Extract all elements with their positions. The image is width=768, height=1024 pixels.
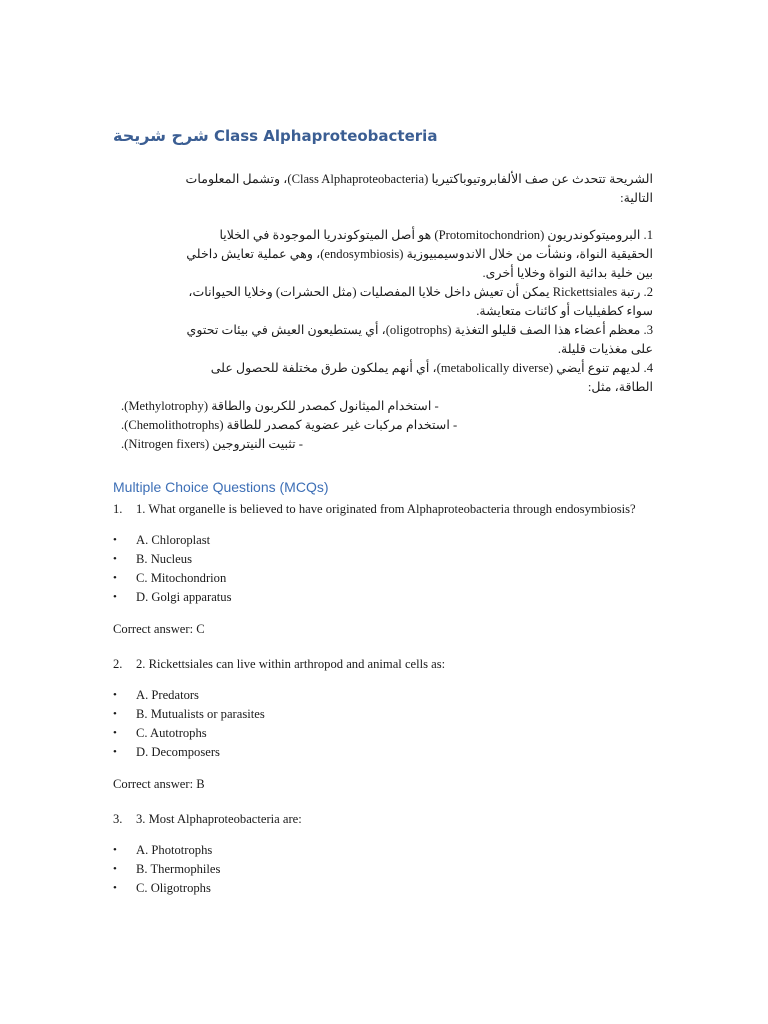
bullet-icon: •	[113, 689, 117, 701]
option-text: B. Nucleus	[136, 552, 192, 566]
bullet-icon: •	[113, 534, 117, 546]
question	[113, 810, 653, 829]
question-text: 2. Rickettsiales can live within arthropod and animal cells as:	[136, 657, 446, 671]
option-text: B. Thermophiles	[136, 862, 221, 876]
option-list	[113, 531, 653, 607]
option-item	[113, 588, 653, 607]
option-text: B. Mutualists or parasites	[136, 707, 265, 721]
option-item	[113, 531, 653, 550]
option-text: D. Golgi apparatus	[136, 590, 232, 604]
title-english: Class Alphaproteobacteria	[213, 127, 438, 145]
document-page	[113, 124, 653, 898]
option-item	[113, 743, 653, 762]
intro-paragraph	[113, 170, 653, 208]
title-arabic: شرح شريحة	[113, 126, 209, 145]
option-item	[113, 686, 653, 705]
option-list	[113, 686, 653, 762]
bullet-icon: •	[113, 863, 117, 875]
correct-answer: Correct answer: C	[113, 622, 205, 636]
summary-line: سواء كطفيليات أو كائنات متعايشة.	[476, 304, 653, 318]
option-text: A. Predators	[136, 688, 199, 702]
summary-line: 1. البروميتوكوندريون (Protomitochondrion) هو أصل الميتوكوندريا الموجودة في الخلايا	[219, 228, 653, 242]
option-item	[113, 879, 653, 898]
option-text: A. Phototrophs	[136, 843, 213, 857]
question-text: 3. Most Alphaproteobacteria are:	[136, 812, 302, 826]
option-item	[113, 860, 653, 879]
option-text: D. Decomposers	[136, 745, 220, 759]
metabolism-subitem: - تثبيت النيتروجين (Nitrogen fixers).	[121, 437, 303, 451]
summary-line: 2. رتبة Rickettsiales يمكن أن تعيش داخل خلايا المفصليات (مثل الحشرات) وخلايا الحيوانات،	[188, 285, 653, 299]
bullet-icon: •	[113, 727, 117, 739]
option-text: C. Autotrophs	[136, 726, 207, 740]
summary-line: على مغذيات قليلة.	[557, 342, 653, 356]
option-item	[113, 550, 653, 569]
question-number: 2.	[113, 657, 123, 671]
bullet-icon: •	[113, 553, 117, 565]
summary-line: الحقيقية النواة، ونشأت من خلال الاندوسيمبيوزية (endosymbiosis)، وهي عملية تعايش داخلي	[186, 247, 653, 261]
question-number: 1.	[113, 502, 123, 516]
mcq-question-block	[113, 500, 653, 639]
mcq-question-block	[113, 655, 653, 794]
mcq-heading: Multiple Choice Questions (MCQs)	[113, 479, 329, 495]
metabolism-subitem: - استخدام مركبات غير عضوية كمصدر للطاقة (Chemolithotrophs).	[121, 418, 458, 432]
correct-answer: Correct answer: B	[113, 777, 205, 791]
question-number: 3.	[113, 812, 123, 826]
intro-line: التالية:	[620, 191, 653, 205]
summary-list	[113, 226, 653, 454]
question	[113, 655, 653, 674]
bullet-icon: •	[113, 708, 117, 720]
option-text: A. Chloroplast	[136, 533, 211, 547]
page-title	[113, 124, 653, 148]
summary-line: الطاقة، مثل:	[587, 380, 653, 394]
summary-line: 4. لديهم تنوع أيضي (metabolically diverse)، أي أنهم يملكون طرق مختلفة للحصول على	[210, 361, 653, 375]
option-item	[113, 705, 653, 724]
bullet-icon: •	[113, 572, 117, 584]
question	[113, 500, 653, 519]
summary-line: 3. معظم أعضاء هذا الصف قليلو التغذية (oligotrophs)، أي يستطيعون العيش في بيئات تحتوي	[186, 323, 653, 337]
option-list	[113, 841, 653, 898]
option-text: C. Oligotrophs	[136, 881, 211, 895]
summary-line: بين خلية بدائية النواة وخلايا أخرى.	[482, 266, 653, 280]
bullet-icon: •	[113, 746, 117, 758]
question-text: 1. What organelle is believed to have originated from Alphaproteobacteria through endosymbiosis?	[136, 502, 636, 516]
option-item	[113, 724, 653, 743]
option-text: C. Mitochondrion	[136, 571, 227, 585]
mcq-question-block	[113, 810, 653, 898]
metabolism-subitem: - استخدام الميثانول كمصدر للكربون والطاقة (Methylotrophy).	[121, 399, 439, 413]
bullet-icon: •	[113, 591, 117, 603]
option-item	[113, 841, 653, 860]
bullet-icon: •	[113, 844, 117, 856]
intro-line: الشريحة تتحدث عن صف الألفابروتيوباكتيريا (Class Alphaproteobacteria)، وتشمل المعلومات	[185, 172, 653, 186]
bullet-icon: •	[113, 882, 117, 894]
option-item	[113, 569, 653, 588]
